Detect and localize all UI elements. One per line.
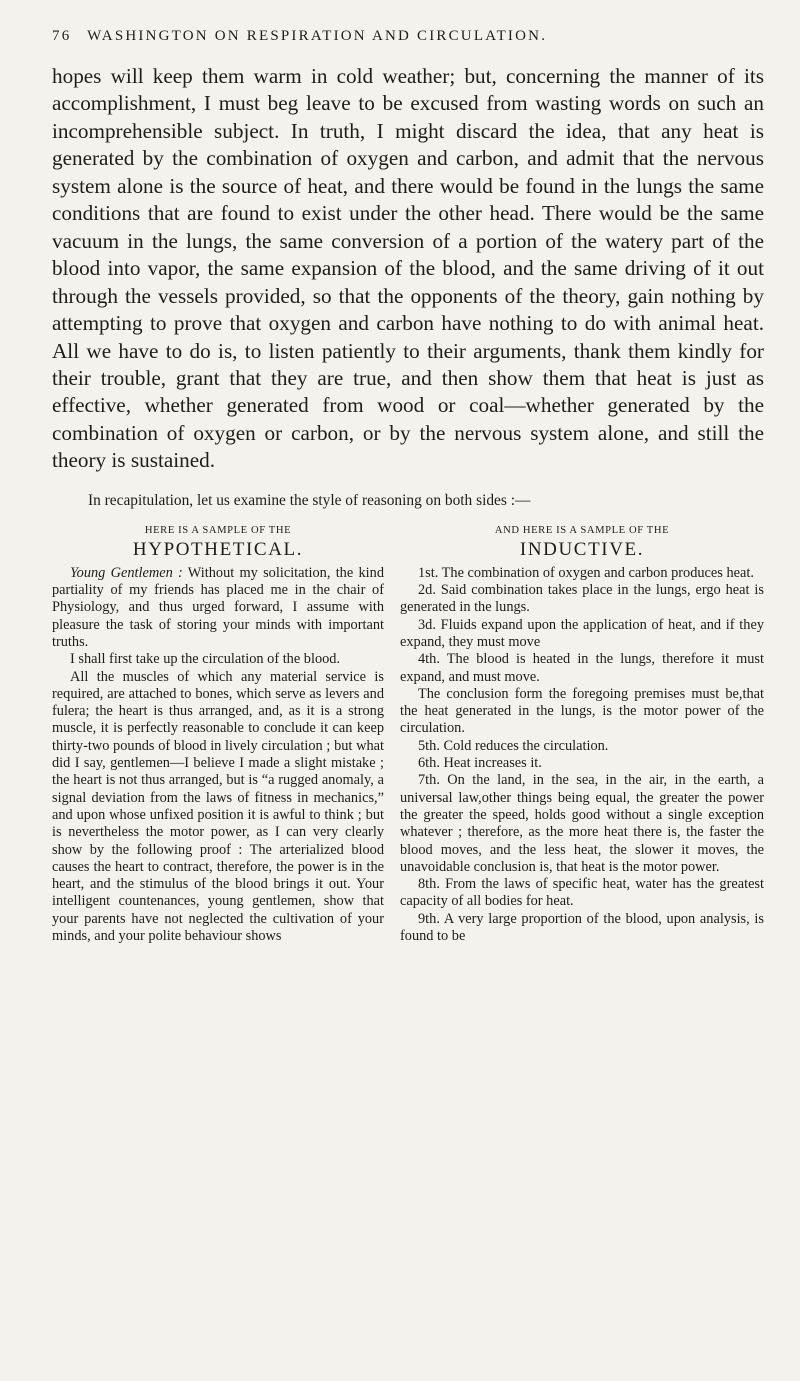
- hypothetical-heading: HYPOTHETICAL.: [132, 538, 304, 560]
- salutation: Young Gentlemen :: [70, 564, 183, 581]
- inductive-item: 8th. From the laws of specific heat, water has the greatest capacity of all bodies for heat.: [400, 876, 764, 910]
- page-number: 76: [52, 28, 72, 44]
- inductive-item: 2d. Said combination takes place in the lungs, ergo heat is generated in the lungs.: [400, 582, 764, 616]
- inductive-item: 7th. On the land, in the sea, in the air, in the earth, a universal law,other things being equal, the greater the power the greater the speed, holds good without a single exception whatever ; therefore, as the more heat there is, the faster the blood moves, and the less heat, the slower it moves, the unavoidable conclusion is, that heat is the motor power.: [400, 772, 764, 875]
- main-paragraph: hopes will keep them warm in cold weather; but, concerning the manner of its accomplishment, I must beg leave to be excused from wasting words on such an incomprehensible subject. In truth, I might discard the idea, that any heat is generated by the combination of oxygen and carbon, and admit that the nervous system alone is the source of heat, and there would be found in the lungs the same conditions that are found to exist under the other head. There would be the same vacuum in the lungs, the same conversion of a portion of the watery part of the blood into vapor, the same expansion of the blood, and the same driving of it out through the vessels provided, so that the opponents of the theory, gain nothing by attempting to prove that oxygen and carbon have nothing to do with animal heat. All we have to do is, to listen patiently to their arguments, thank them kindly for their trouble, grant that they are true, and then show them that heat is just as effective, whether generated from wood or coal—whether generated by the combination of oxygen or carbon, or by the nervous system alone, and still the theory is sustained.: [52, 64, 764, 473]
- inductive-item: 3d. Fluids expand upon the application of heat, and if they expand, they must move: [400, 616, 764, 650]
- recapitulation-line: In recapitulation, let us examine the style of reasoning on both sides :—: [88, 491, 531, 509]
- inductive-item: 6th. Heat increases it.: [418, 755, 542, 772]
- main-text: [52, 63, 764, 475]
- salutation-text: Without my solicitation, the kind partiality of my friends has placed me in the chair of Physiology, and thus urged forward, I assume with pleasure the task of storing your minds with important truths.: [52, 564, 384, 650]
- inductive-item: 1st. The combination of oxygen and carbon produces heat.: [418, 564, 754, 581]
- inductive-item: 9th. A very large proportion of the blood, upon analysis, is found to be: [400, 910, 764, 945]
- inductive-item: 4th. The blood is heated in the lungs, therefore it must expand, and must move.: [400, 651, 764, 685]
- inductive-conclusion: The conclusion form the foregoing premises must be,that the heat generated in the lungs, is the motor power of the circulation.: [400, 685, 764, 737]
- running-title: WASHINGTON ON RESPIRATION AND CIRCULATION.: [87, 28, 548, 44]
- hypothetical-column: [52, 524, 384, 946]
- hypothetical-paragraph: [52, 565, 384, 651]
- inductive-item: 5th. Cold reduces the circulation.: [418, 737, 609, 754]
- comparison-columns: [52, 524, 764, 946]
- inductive-heading: INDUCTIVE.: [519, 538, 645, 560]
- hypothetical-subheading: HERE IS A SAMPLE OF THE: [144, 524, 292, 536]
- inductive-subheading: AND HERE IS A SAMPLE OF THE: [494, 524, 670, 536]
- inductive-column: [400, 524, 764, 946]
- running-head: [52, 28, 764, 45]
- hypothetical-paragraph: I shall first take up the circulation of the blood.: [70, 651, 341, 668]
- hypothetical-paragraph: All the muscles of which any material service is required, are attached to bones, which serve as levers and fulera; the heart is thus arranged, and, as it is a strong muscle, it is perfectly reasonable to conclude it can keep thirty-two pounds of blood in lively circulation ; but what did I say, gentlemen—I believe I made a slight mistake ; the heart is not thus arranged, but is “a rugged anomaly, a signal deviation from the laws of fitness in mechanics,” and upon whose unfixed position it is awful to think ; but is nevertheless the motor power, as I can very clearly show by the following proof : The arterialized blood causes the heart to contract, therefore, the power is in the heart, and the stimulus of the blood brings it out. Your intelligent countenances, young gentlemen, show that your parents have not neglected the cultivation of your minds, and your polite behaviour shows: [52, 668, 384, 945]
